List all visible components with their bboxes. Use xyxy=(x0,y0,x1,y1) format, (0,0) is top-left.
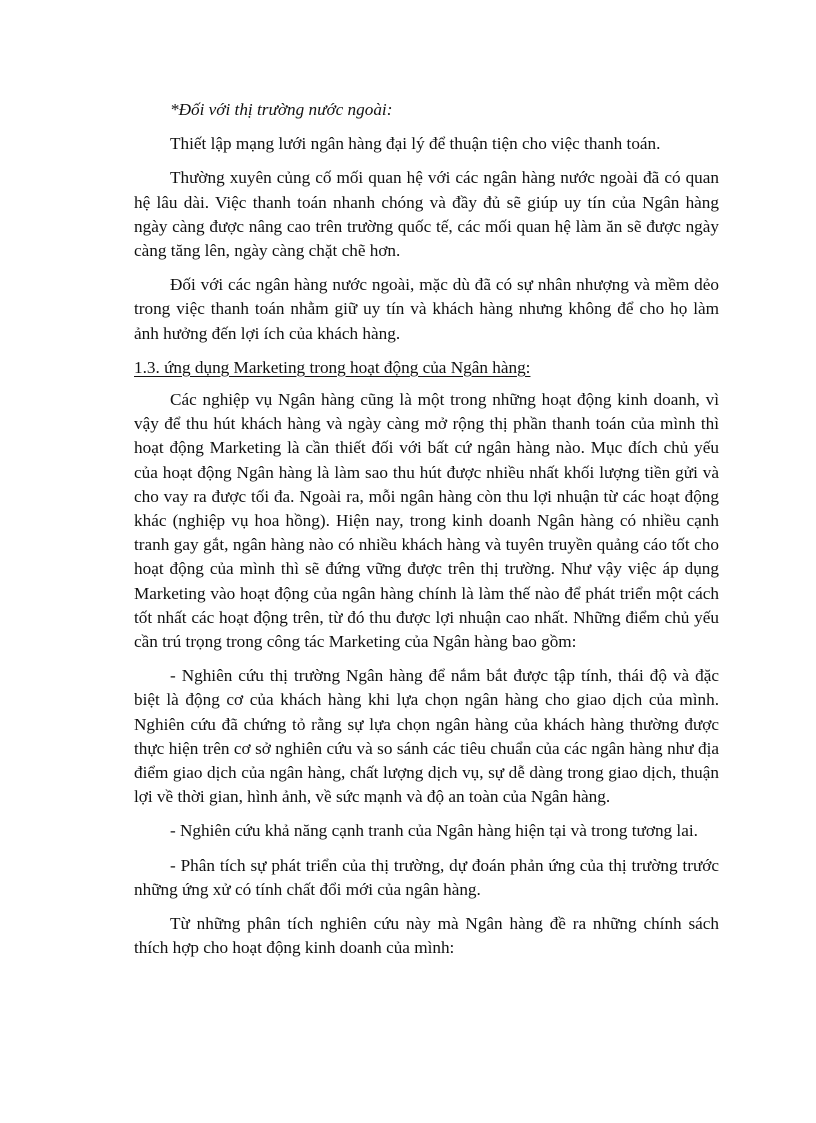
section-heading-marketing: 1.3. ứng dụng Marketing trong hoạt động của Ngân hàng: xyxy=(134,357,531,377)
paragraph-agent-bank-network: Thiết lập mạng lưới ngân hàng đại lý để thuận tiện cho việc thanh toán. xyxy=(170,134,661,154)
paragraph-policy-conclusion: Từ những phân tích nghiên cứu này mà Ngân hàng đề ra những chính sách thích hợp cho hoạt động kinh doanh của mình: xyxy=(134,914,719,958)
paragraph-market-research: - Nghiên cứu thị trường Ngân hàng để nắm bắt được tập tính, thái độ và đặc biệt là động cơ của khách hàng khi lựa chọn ngân hàng cho giao dịch của mình. Nghiên cứu đã chứng tỏ rằng sự lựa chọn ngân hàng của khách hàng thường được thực hiện trên cơ sở nghiên cứu và so sánh các tiêu chuẩn của các ngân hàng như địa điểm giao dịch của ngân hàng, chất lượng dịch vụ, sự dễ dàng trong giao dịch, thuận lợi về thời gian, hình ảnh, về sức mạnh và độ an toàn của Ngân hàng. xyxy=(134,666,719,807)
paragraph-competition-research: - Nghiên cứu khả năng cạnh tranh của Ngân hàng hiện tại và trong tương lai. xyxy=(170,821,698,841)
paragraph-foreign-relations: Thường xuyên củng cố mối quan hệ với các ngân hàng nước ngoài đã có quan hệ lâu dài. Việc thanh toán nhanh chóng và đầy đủ sẽ giúp uy tín của Ngân hàng ngày càng được nâng cao trên trường quốc tế, các mối quan hệ làm ăn sẽ được ngày càng tăng lên, ngày càng chặt chẽ hơn. xyxy=(134,168,719,261)
section-intro: *Đối với thị trường nước ngoài: xyxy=(170,100,393,119)
document-body xyxy=(134,98,719,971)
paragraph-foreign-concessions: Đối với các ngân hàng nước ngoài, mặc dù đã có sự nhân nhượng và mềm dẻo trong việc thanh toán nhằm giữ uy tín và khách hàng nhưng không để cho họ làm ảnh hưởng đến lợi ích của khách hàng. xyxy=(134,275,719,343)
paragraph-market-analysis: - Phân tích sự phát triển của thị trường, dự đoán phản ứng của thị trường trước những ứng xử có tính chất đổi mới của ngân hàng. xyxy=(134,855,719,899)
paragraph-marketing-overview: Các nghiệp vụ Ngân hàng cũng là một trong những hoạt động kinh doanh, vì vậy để thu hút khách hàng và ngày càng mở rộng thị phần thanh toán của mình thì hoạt động Marketing là cần thiết đối với bất cứ ngân hàng nào. Mục đích chủ yếu của hoạt động Ngân hàng là làm sao thu hút được nhiều nhất khối lượng tiền gửi và cho vay ra được tối đa. Ngoài ra, mỗi ngân hàng còn thu lợi nhuận từ các hoạt động khác (nghiệp vụ hoa hồng). Hiện nay, trong kinh doanh Ngân hàng có nhiều cạnh tranh gay gắt, ngân hàng nào có nhiều khách hàng và tuyên truyền quảng cáo tốt cho hoạt động của mình thì sẽ đứng vững được trên thị trường. Như vậy việc áp dụng Marketing vào hoạt động của ngân hàng chính là làm thế nào để phát triển một cách tốt nhất các hoạt động trên, từ đó thu được lợi nhuận cao nhất. Những điểm chủ yếu cần trú trọng trong công tác Marketing của Ngân hàng bao gồm: xyxy=(134,390,719,652)
